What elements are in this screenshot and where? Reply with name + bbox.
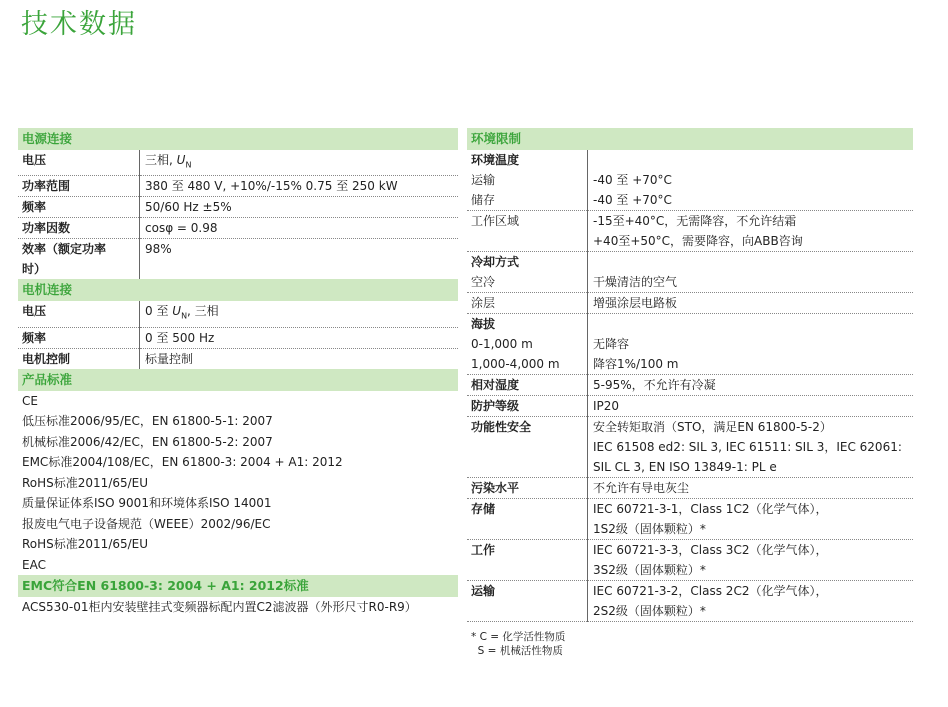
list-item: EMC标准2004/108/EC，EN 61800-3: 2004 + A1: 2012 — [22, 455, 343, 470]
row-value: 降容1%/100 m — [588, 354, 914, 375]
product-standards-heading: 产品标准 — [18, 369, 458, 391]
table-row — [467, 581, 913, 602]
table-row — [467, 231, 913, 252]
power-connection-heading: 电源连接 — [18, 128, 458, 150]
row-value: 安全转矩取消（STO，满足EN 61800-5-2） — [593, 420, 832, 434]
row-value: 98% — [145, 242, 172, 257]
list-item: 报废电气电子设备规范（WEEE）2002/96/EC — [22, 516, 271, 531]
table-row — [467, 478, 913, 499]
row-value: 1S2级（固体颗粒）* — [588, 519, 914, 540]
table-row — [467, 211, 913, 232]
table-row — [467, 457, 913, 478]
table-row — [467, 252, 913, 273]
table-row — [18, 150, 458, 176]
row-value — [588, 150, 914, 170]
row-value: 0 至 $U_N$, 三相 — [140, 301, 459, 327]
row-value: 3S2级（固体颗粒）* — [588, 560, 914, 581]
table-row — [467, 334, 913, 354]
row-key — [467, 601, 588, 622]
row-key: 防护等级 — [467, 396, 588, 417]
row-key: 1,000-4,000 m — [467, 354, 588, 375]
row-key: 功率因数 — [18, 218, 140, 239]
row-key: 功能性安全 — [467, 417, 588, 438]
table-row — [467, 272, 913, 293]
row-value: IEC 60721-3-2，Class 2C2（化学气体）， — [593, 584, 828, 598]
row-key: 空冷 — [467, 272, 588, 293]
list-item: EAC — [22, 557, 46, 572]
table-row — [467, 293, 913, 314]
motor-connection-table — [18, 301, 458, 368]
table-row — [467, 396, 913, 417]
table-row — [18, 348, 458, 369]
row-value: 不允许有导电灰尘 — [588, 478, 914, 499]
table-row — [467, 150, 913, 170]
footnote: * C = 化学活性物质 — [471, 631, 566, 643]
environment-heading: 环境限制 — [467, 128, 913, 150]
row-key: 相对湿度 — [467, 375, 588, 396]
row-value: -40 至 +70°C — [588, 190, 914, 211]
table-row — [467, 519, 913, 540]
row-key: 存储 — [467, 499, 588, 520]
right-column — [467, 128, 913, 658]
table-row — [18, 327, 458, 348]
row-value: 2S2级（固体颗粒）* — [588, 601, 914, 622]
row-key — [467, 560, 588, 581]
row-value: IP20 — [588, 396, 914, 417]
table-row — [467, 170, 913, 190]
standards-list — [18, 391, 458, 576]
row-key: 运输 — [467, 581, 588, 602]
row-value: 三相, $U_N$ — [140, 150, 459, 176]
row-value: 标量控制 — [145, 351, 194, 366]
row-key — [467, 437, 588, 457]
row-value: SIL CL 3, EN ISO 13849-1: PL e — [588, 457, 914, 478]
row-key: 涂层 — [467, 293, 588, 314]
row-key: 频率 — [18, 327, 140, 348]
motor-connection-heading: 电机连接 — [18, 279, 458, 301]
list-item: CE — [22, 393, 38, 408]
table-row — [467, 375, 913, 396]
row-value: 无降容 — [593, 337, 630, 351]
power-connection-table — [18, 150, 458, 279]
row-value — [588, 252, 914, 273]
emc-list — [18, 597, 458, 618]
row-key: 功率范围 — [18, 176, 140, 197]
row-value: -15至+40°C，无需降容，不允许结霜 — [593, 214, 797, 228]
row-key — [18, 239, 140, 280]
row-value: 50/60 Hz ±5% — [140, 197, 459, 218]
table-row — [18, 218, 458, 239]
list-item: 机械标准2006/42/EC，EN 61800-5-2: 2007 — [22, 434, 273, 449]
table-row — [467, 540, 913, 561]
row-key — [467, 231, 588, 252]
list-item: ACS530-01柜内安装壁挂式变频器标配内置C2滤波器（外形尺寸R0-R9） — [22, 600, 417, 615]
table-row — [467, 417, 913, 438]
row-key: 运输 — [467, 170, 588, 190]
row-key — [467, 457, 588, 478]
table-row — [467, 354, 913, 375]
row-key: 污染水平 — [467, 478, 588, 499]
page-title: 技术数据 — [21, 9, 137, 40]
row-value: IEC 60721-3-3，Class 3C2（化学气体）， — [593, 543, 828, 557]
list-item: 质量保证体系ISO 9001和环境体系ISO 14001 — [22, 496, 272, 511]
environment-table — [467, 150, 913, 622]
row-value: 干燥清洁的空气 — [588, 272, 914, 293]
row-key: 冷却方式 — [467, 252, 588, 273]
table-row — [467, 601, 913, 622]
row-value: 380 至 480 V, +10%/-15% 0.75 至 250 kW — [140, 176, 459, 197]
table-row — [18, 197, 458, 218]
row-value: 增强涂层电路板 — [588, 293, 914, 314]
row-value: +40至+50°C，需要降容，向ABB咨询 — [588, 231, 914, 252]
row-key: 电压 — [18, 150, 140, 176]
left-column — [18, 128, 458, 618]
table-row — [467, 314, 913, 335]
row-key: 0-1,000 m — [467, 334, 588, 354]
footnote: S = 机械活性物质 — [471, 645, 563, 657]
row-key — [467, 519, 588, 540]
table-row — [18, 239, 458, 280]
table-row — [467, 437, 913, 457]
list-item: RoHS标准2011/65/EU — [22, 475, 149, 490]
row-value: IEC 61508 ed2: SIL 3, IEC 61511: SIL 3，IEC 62061: — [593, 440, 902, 454]
row-value: 0 至 500 Hz — [140, 327, 459, 348]
emc-heading: EMC符合EN 61800-3: 2004 + A1: 2012标准 — [18, 575, 458, 597]
list-item: RoHS标准2011/65/EU — [22, 537, 149, 552]
row-key: 海拔 — [467, 314, 588, 335]
list-item: 低压标准2006/95/EC，EN 61800-5-1: 2007 — [22, 414, 273, 429]
table-row — [467, 560, 913, 581]
row-value: cosφ = 0.98 — [140, 218, 459, 239]
row-key: 工作区域 — [467, 211, 588, 232]
table-row — [467, 190, 913, 211]
row-key: 环境温度 — [467, 150, 588, 170]
row-key: 频率 — [18, 197, 140, 218]
row-key: 电压 — [18, 301, 140, 327]
table-row — [18, 301, 458, 327]
table-row — [467, 499, 913, 520]
row-value: -40 至 +70°C — [593, 173, 672, 187]
row-value: 5-95%，不允许有冷凝 — [588, 375, 914, 396]
row-key: 储存 — [467, 190, 588, 211]
row-key: 工作 — [467, 540, 588, 561]
footnotes — [467, 630, 913, 658]
table-row — [18, 176, 458, 197]
row-key-line1: 效率（额定功率 — [22, 242, 107, 257]
row-value: IEC 60721-3-1，Class 1C2（化学气体）， — [593, 502, 828, 516]
row-key-line2: 时） — [22, 262, 47, 277]
row-key: 电机控制 — [18, 348, 140, 369]
row-value — [588, 314, 914, 335]
